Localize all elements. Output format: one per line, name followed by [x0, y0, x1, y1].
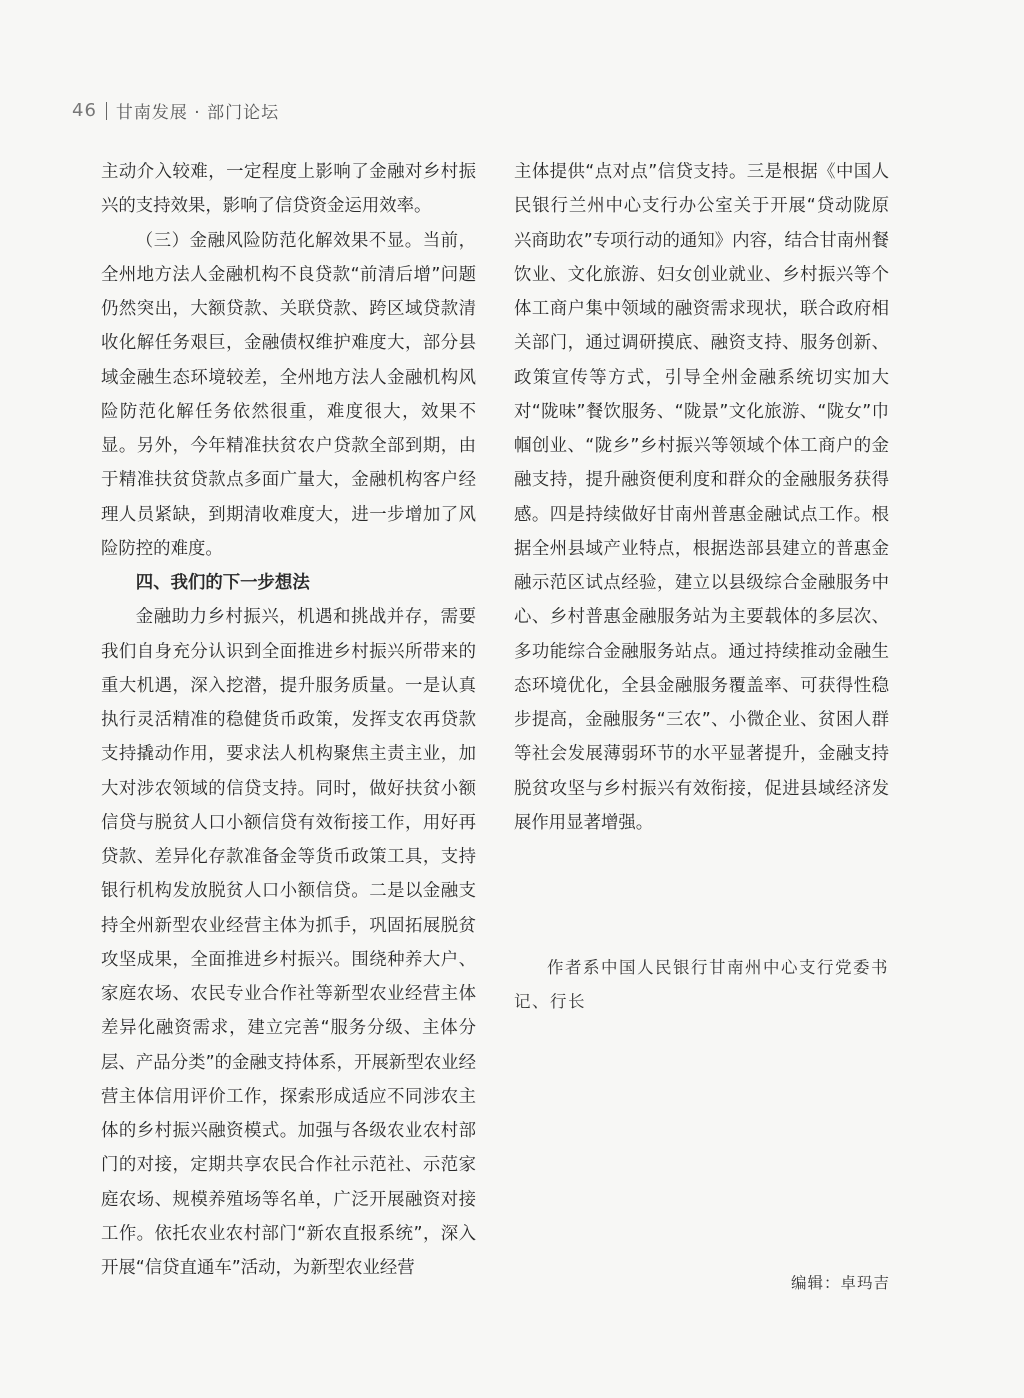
- paragraph: 主动介入较难，一定程度上影响了金融对乡村振兴的支持效果，影响了信贷资金运用效率。: [101, 162, 476, 217]
- page-number: 46: [72, 100, 97, 121]
- header-divider: [106, 102, 107, 120]
- left-column: [101, 155, 476, 1285]
- editor-credit: 编辑：卓玛吉: [790, 1274, 890, 1292]
- section-title: 甘南发展 · 部门论坛: [115, 103, 280, 123]
- paragraph: 金融助力乡村振兴，机遇和挑战并存，需要我们自身充分认识到全面推进乡村振兴所带来的重大机遇，深入挖潜，提升服务质量。一是认真执行灵活精准的稳健货币政策，发挥支农再贷款支持撬动作用，要求法人机构聚焦主责主业，加大对涉农领域的信贷支持。同时，做好扶贫小额信贷与脱贫人口小额信贷有效衔接工作，用好再贷款、差异化存款准备金等货币政策工具，支持银行机构发放脱贫人口小额信贷。二是以金融支持全州新型农业经营主体为抓手，巩固拓展脱贫攻坚成果，全面推进乡村振兴。围绕种养大户、家庭农场、农民专业合作社等新型农业经营主体差异化融资需求，建立完善“服务分级、主体分层、产品分类”的金融支持体系，开展新型农业经营主体信用评价工作，探索形成适应不同涉农主体的乡村振兴融资模式。加强与各级农业农村部门的对接，定期共享农民合作社示范社、示范家庭农场、规模养殖场等名单，广泛开展融资对接工作。依托农业农村部门“新农直报系统”，深入开展“信贷直通车”活动，为新型农业经营: [101, 607, 476, 1278]
- running-header: [72, 98, 279, 123]
- paragraph: 主体提供“点对点”信贷支持。三是根据《中国人民银行兰州中心支行办公室关于开展“贷动陇原 兴商助农”专项行动的通知》内容，结合甘南州餐饮业、文化旅游、妇女创业就业、乡村振兴等个体工商户集中领域的融资需求现状，联合政府相关部门，通过调研摸底、融资支持、服务创新、政策宣传等方式，引导全州金融系统切实加大对“陇味”餐饮服务、“陇景”文化旅游、“陇女”巾帼创业、“陇乡”乡村振兴等领域个体工商户的金融支持，提升融资便利度和群众的金融服务获得感。四是持续做好甘南州普惠金融试点工作。根据全州县域产业特点，根据迭部县建立的普惠金融示范区试点经验，建立以县级综合金融服务中心、乡村普惠金融服务站为主要载体的多层次、多功能综合金融服务站点。通过持续推动金融生态环境优化，全县金融服务覆盖率、可获得性稳步提高，金融服务“三农”、小微企业、贫困人群等社会发展薄弱环节的水平显著提升，金融支持脱贫攻坚与乡村振兴有效衔接，促进县域经济发展作用显著增强。: [514, 162, 889, 833]
- paragraph: （三）金融风险防范化解效果不显。当前，全州地方法人金融机构不良贷款“前清后增”问题仍然突出，大额贷款、关联贷款、跨区域贷款清收化解任务艰巨，金融债权维护难度大，部分县域金融生态环境较差，全州地方法人金融机构风险防范化解任务依然很重，难度很大，效果不显。另外，今年精准扶贫农户贷款全部到期，由于精准扶贫贷款点多面广量大，金融机构客户经理人员紧缺，到期清收难度大，进一步增加了风险防控的难度。: [101, 230, 476, 559]
- right-column: [514, 155, 889, 840]
- author-note: 作者系中国人民银行甘南州中心支行党委书记、行长: [514, 958, 889, 1011]
- section-heading: 四、我们的下一步想法: [135, 573, 310, 593]
